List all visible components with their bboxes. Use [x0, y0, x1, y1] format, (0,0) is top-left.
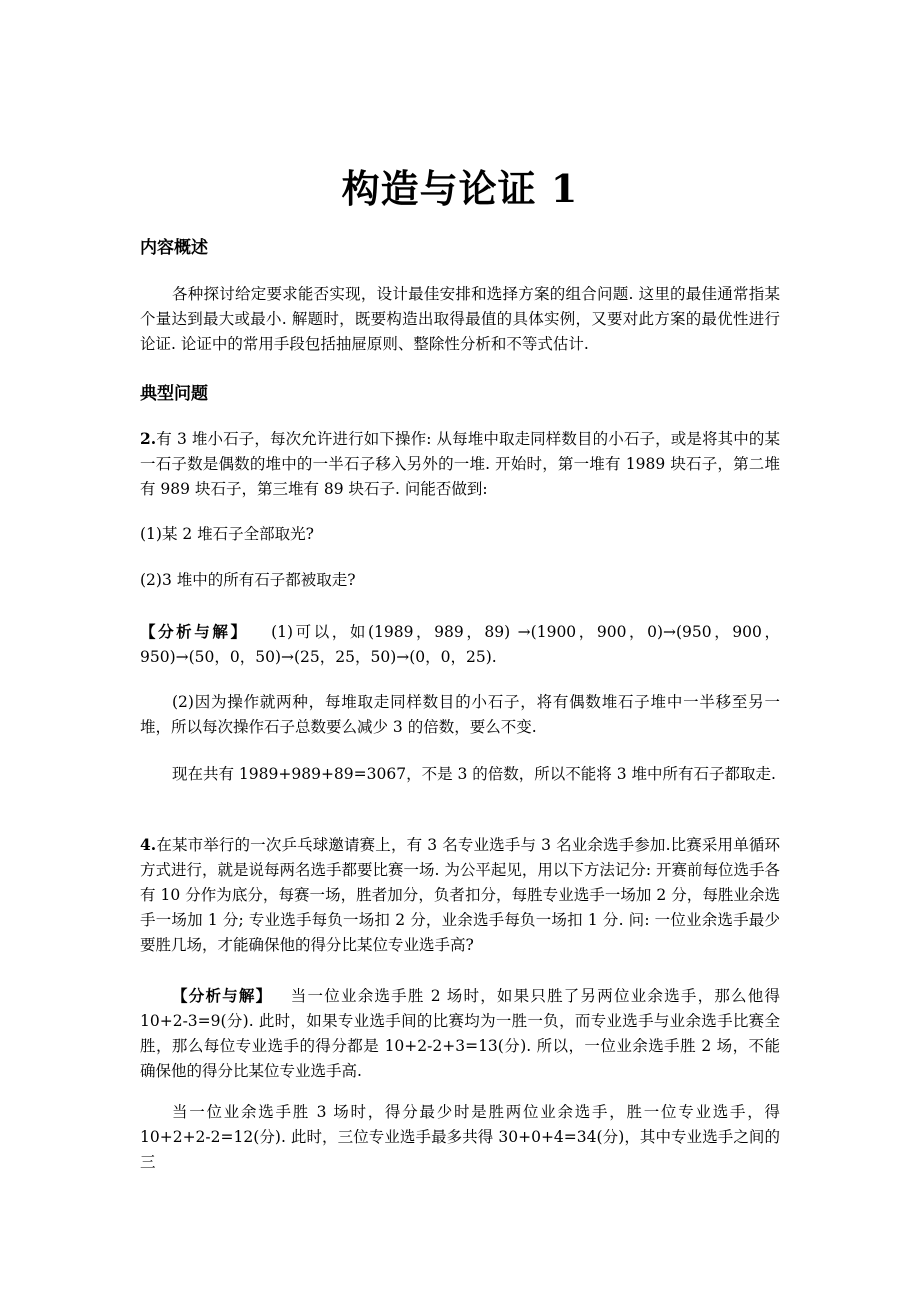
problem-4-text: 在某市举行的一次乒乓球邀请赛上，有 3 名专业选手与 3 名业余选手参加.比赛采用单循环方式进行，就是说每两名选手都要比赛一场. 为公平起见，用以下方法记分: 开赛前每位选手各有 10 分作为底分，每赛一场，胜者加分，负者扣分，每胜专业选手一场加 2 分，每胜业余选手一场加 1 分; 专业选手每负一场扣 2 分，业余选手每负一场扣 1 分. 问: 一位业余选手最少要胜几场，才能确保他的得分比某位专业选手高? — [140, 836, 781, 954]
problem-2-text: 有 3 堆小石子，每次允许进行如下操作: 从每堆中取走同样数目的小石子，或是将其中的某一石子数是偶数的堆中的一半石子移入另外的一堆. 开始时，第一堆有 1989 块石子，第二堆有 989 块石子，第三堆有 89 块石子. 问能否做到: — [140, 430, 780, 498]
problem-4-answer-2: 当一位业余选手胜 3 场时，得分最少时是胜两位业余选手，胜一位专业选手，得 10+2+2-2=12(分). 此时，三位专业选手最多共得 30+0+4=34(分)，其中专业选手之间的三 — [140, 1103, 780, 1171]
problem-2-answer-1 — [140, 619, 780, 670]
problem-2-answer-2: (2)因为操作就两种，每堆取走同样数目的小石子，将有偶数堆石子堆中一半移至另一堆，所以每次操作石子总数要么减少 3 的倍数，要么不变. — [140, 693, 780, 736]
problem-2-statement — [140, 426, 780, 502]
problem-4-statement — [140, 832, 780, 958]
page-title: 构造与论证 1 — [341, 166, 579, 211]
analysis-label: 【分析与解】 — [172, 986, 273, 1005]
section-heading-overview: 内容概述 — [140, 238, 208, 258]
problem-2-answer-3: 现在共有 1989+989+89=3067，不是 3 的倍数，所以不能将 3 堆中所有石子都取走. — [172, 765, 776, 783]
problem-4-number: 4. — [140, 835, 157, 854]
problem-4-answer-1-text: 当一位业余选手胜 2 场时，如果只胜了另两位业余选手，那么他得 10+2-3=9(分). 此时，如果专业选手间的比赛均为一胜一负，而专业选手与业余选手比赛全胜，那么每位专业选手的得分都是 10+2-2+3=13(分). 所以，一位业余选手胜 2 场，不能确保他的得分比某位专业选手高. — [140, 987, 780, 1080]
analysis-label: 【分析与解】 — [140, 622, 249, 641]
problem-4-answer-1 — [140, 983, 780, 1084]
section-heading-problems: 典型问题 — [140, 384, 208, 404]
problem-2-question-1: (1)某 2 堆石子全部取光? — [140, 525, 314, 543]
problem-2-number: 2. — [140, 429, 157, 448]
overview-paragraph: 各种探讨给定要求能否实现，设计最佳安排和选择方案的组合问题. 这里的最佳通常指某个量达到最大或最小. 解题时，既要构造出取得最值的具体实例，又要对此方案的最优性进行论证. 论证中的常用手段包括抽屉原则、整除性分析和不等式估计. — [140, 285, 780, 353]
problem-2-question-2: (2)3 堆中的所有石子都被取走? — [140, 571, 356, 589]
problem-2-answer-1-text: (1)可以，如(1989，989，89) →(1900，900，0)→(950，900，950)→(50，0，50)→(25，25，50)→(0，0，25). — [140, 623, 780, 666]
